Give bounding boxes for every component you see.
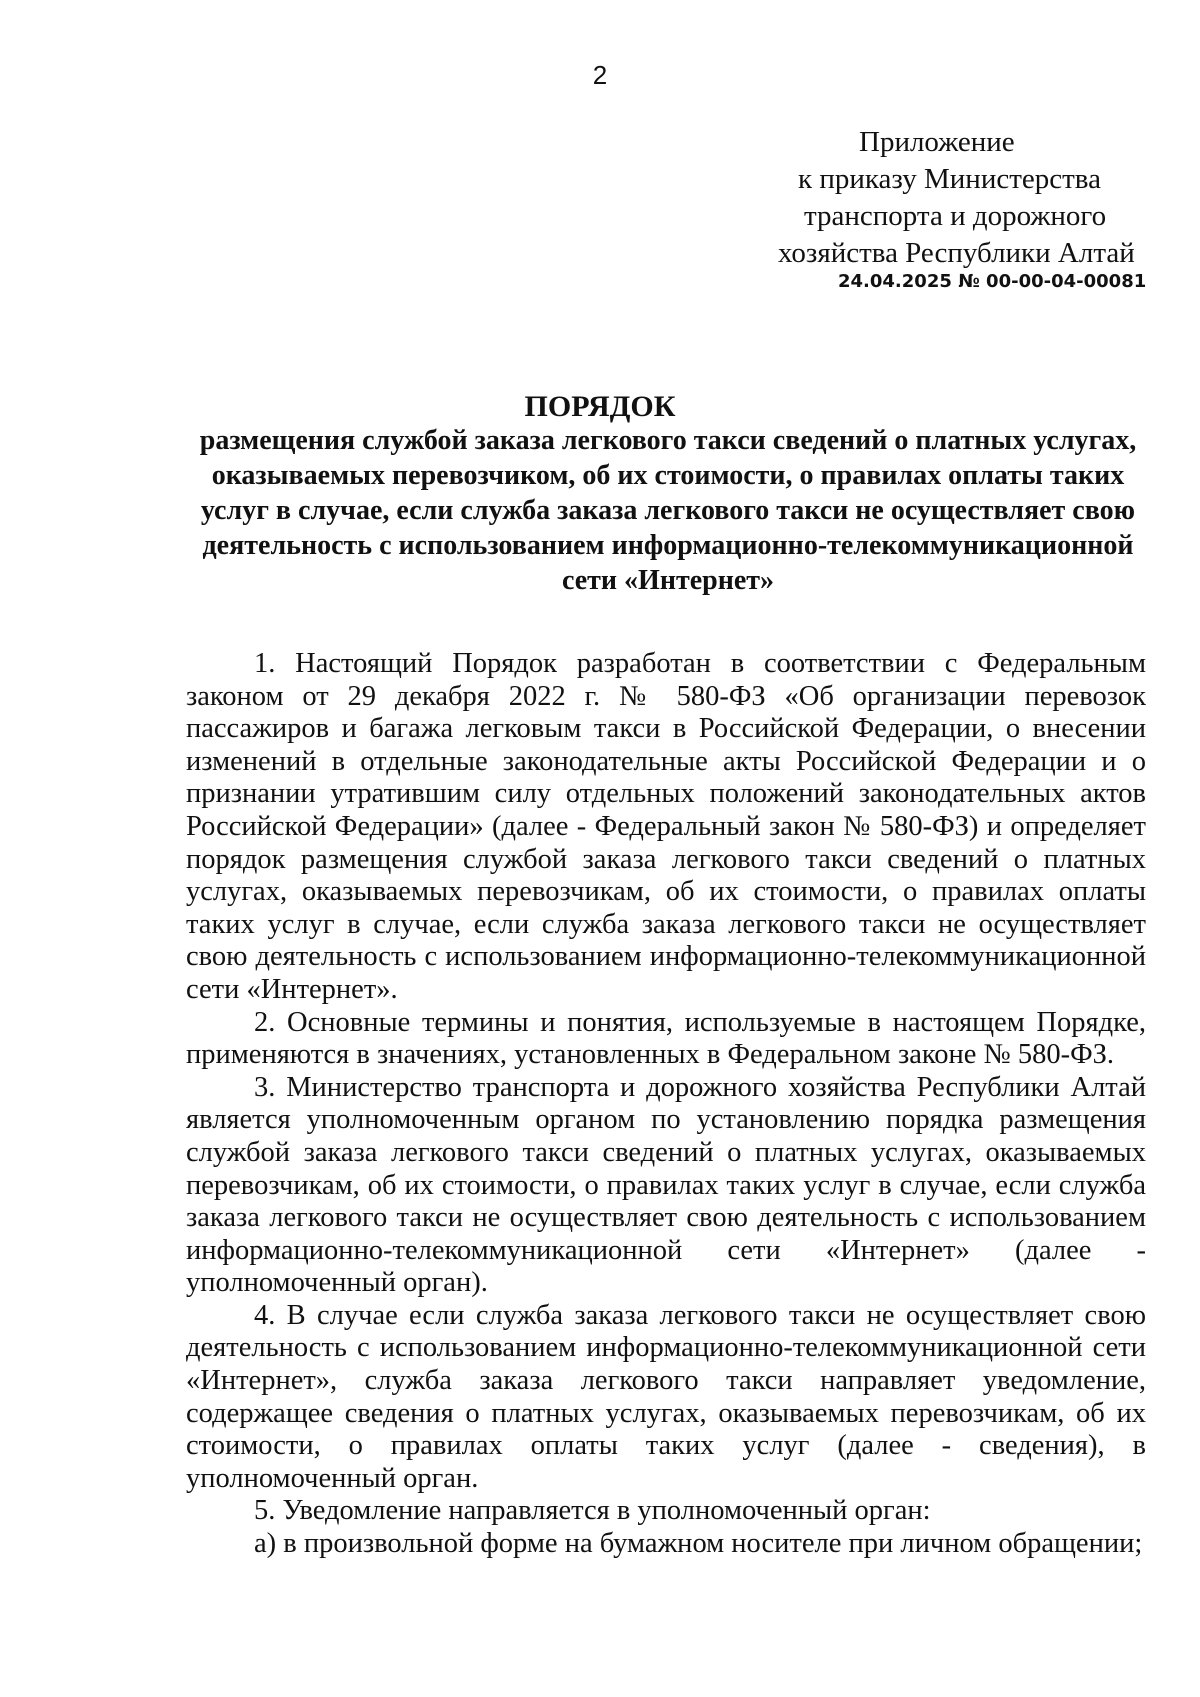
appendix-line: хозяйства Республики Алтай xyxy=(778,237,1135,269)
order-date-number: 24.04.2025 № 00-00-04-00081 xyxy=(838,271,1147,292)
appendix-line: транспорта и дорожного xyxy=(804,200,1107,232)
paragraph-5a: а) в произвольной форме на бумажном носителе при личном обращении; xyxy=(254,1528,1143,1560)
document-body xyxy=(186,648,1146,1561)
paragraph-4: 4. В случае если служба заказа легкового такси не осуществляет свою деятельность с использованием информационно-телекоммуникационной сети «Интернет», служба заказа легкового такси направляет уведомление, содержащее сведения о платных услугах, оказываемых перевозчикам, об их стоимости, о правилах оплаты таких услуг (далее - сведения), в уполномоченный орган. xyxy=(186,1299,1146,1494)
document-subtitle: размещения службой заказа легкового такси сведений о платных услугах, оказываемых перевозчиком, об их стоимости, о правилах оплаты таких услуг в случае, если служба заказа легкового такси не осуществляет свою деятельность с использованием информационно-телекоммуникационной сети «Интернет» xyxy=(199,425,1137,596)
page-number: 2 xyxy=(592,60,608,90)
paragraph-1: 1. Настоящий Порядок разработан в соответствии с Федеральным законом от 29 декабря 2022 г. № 580-ФЗ «Об организации перевозок пассажиров и багажа легковым такси в Российской Федерации, о внесении изменений в отдельные законодательные акты Российской Федерации и о признании утратившим силу отдельных положений законодательных актов Российской Федерации» (далее - Федеральный закон № 580-ФЗ) и определяет порядок размещения службой заказа легкового такси сведений о платных услугах, оказываемых перевозчикам, об их стоимости, о правилах оплаты таких услуг в случае, если служба заказа легкового такси не осуществляет свою деятельность с использованием информационно-телекоммуникационной сети «Интернет». xyxy=(186,648,1146,1005)
paragraph-5: 5. Уведомление направляется в уполномоченный орган: xyxy=(254,1495,931,1527)
appendix-line: Приложение xyxy=(859,126,1015,158)
appendix-line: к приказу Министерства xyxy=(798,163,1101,195)
document-title: ПОРЯДОК xyxy=(524,390,676,423)
paragraph-2: 2. Основные термины и понятия, используемые в настоящем Порядке, применяются в значениях, установленных в Федеральном законе № 580-ФЗ. xyxy=(186,1006,1146,1071)
paragraph-3: 3. Министерство транспорта и дорожного хозяйства Республики Алтай является уполномоченным органом по установлению порядка размещения службой заказа легкового такси сведений о платных услугах, оказываемых перевозчикам, об их стоимости, о правилах таких услуг в случае, если служба заказа легкового такси не осуществляет свою деятельность с использованием информационно-телекоммуникационной сети «Интернет» (далее - уполномоченный орган). xyxy=(186,1071,1146,1299)
appendix-block xyxy=(752,124,1135,272)
